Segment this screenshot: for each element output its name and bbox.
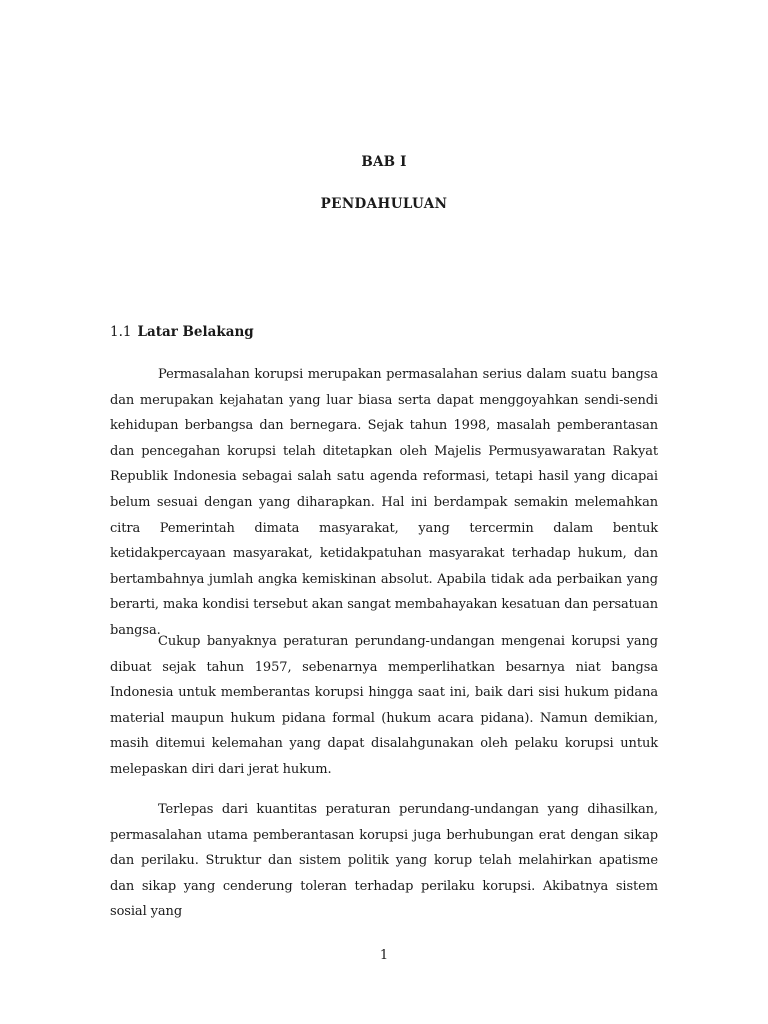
chapter-label: BAB I [361,154,407,170]
section-title: Latar Belakang [137,324,254,340]
paragraph: Cukup banyaknya peraturan perundang-undangan mengenai korupsi yang dibuat sejak tahun 1957, sebenarnya memperlihatkan besarnya niat bangsa Indonesia untuk memberantas korupsi hingga saat ini, baik dari sisi hukum pidana material maupun hukum pidana formal (hukum acara pidana). Namun demikian, masih ditemui kelemahan yang dapat disalahgunakan oleh pelaku korupsi untuk melepaskan diri dari jerat hukum. [110,634,658,777]
section-number: 1.1 [110,324,132,340]
section-heading [110,324,254,340]
paragraph: Permasalahan korupsi merupakan permasalahan serius dalam suatu bangsa dan merupakan kejahatan yang luar biasa serta dapat menggoyahkan sendi-sendi kehidupan berbangsa dan bernegara. Sejak tahun 1998, masalah pemberantasan dan pencegahan korupsi telah ditetapkan oleh Majelis Permusyawaratan Rakyat Republik Indonesia sebagai salah satu agenda reformasi, tetapi hasil yang dicapai belum sesuai dengan yang diharapkan. Hal ini berdampak semakin melemahkan citra Pemerintah dimata masyarakat, yang tercermin dalam bentuk ketidakpercayaan masyarakat, ketidakpatuhan masyarakat terhadap hukum, dan bertambahnya jumlah angka kemiskinan absolut. Apabila tidak ada perbaikan yang berarti, maka kondisi tersebut akan sangat membahayakan kesatuan dan persatuan bangsa. [110,367,658,638]
chapter-title: PENDAHULUAN [320,196,448,212]
paragraph: Terlepas dari kuantitas peraturan perundang-undangan yang dihasilkan, permasalahan utama pemberantasan korupsi juga berhubungan erat dengan sikap dan perilaku. Struktur dan sistem politik yang korup telah melahirkan apatisme dan sikap yang cenderung toleran terhadap perilaku korupsi. Akibatnya sistem sosial yang [110,802,658,920]
page-number: 1 [379,948,389,963]
